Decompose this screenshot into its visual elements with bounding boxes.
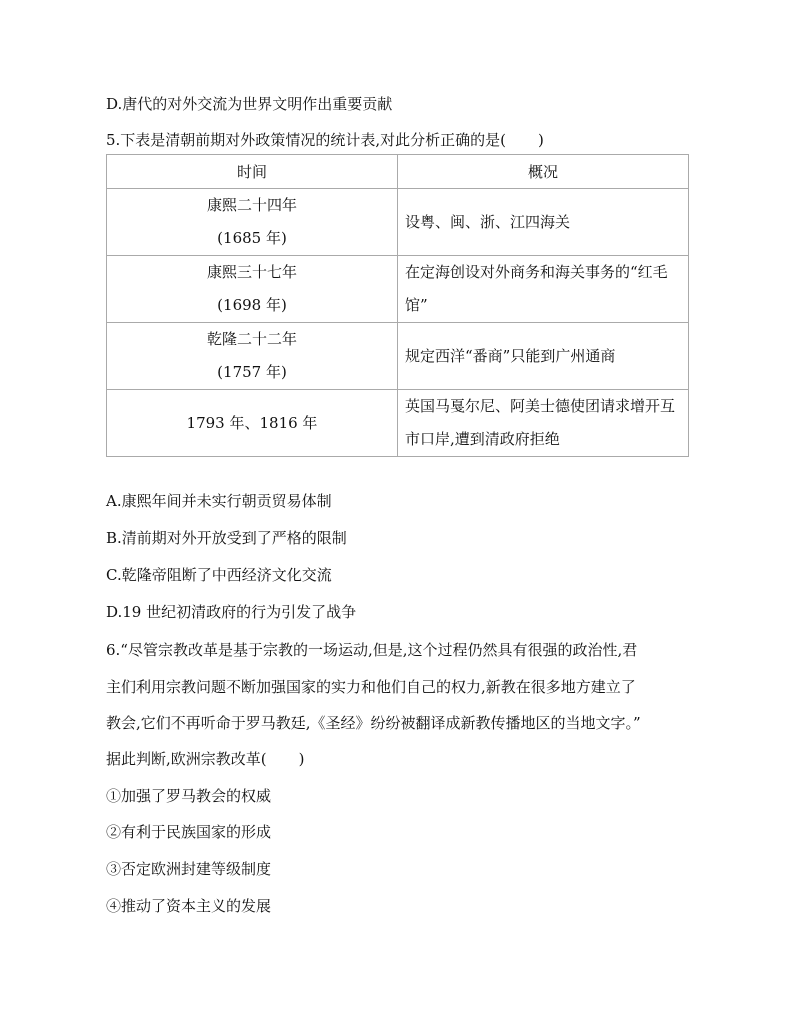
question-5-stem-paren-close: ) [537, 131, 544, 149]
statement-1: ①加强了罗马教会的权威 [106, 787, 272, 805]
statement-2: ②有利于民族国家的形成 [106, 823, 272, 841]
row-time-line2: (1698 年) [217, 296, 287, 314]
row-time: 1793 年、1816 年 [107, 390, 398, 457]
row-time [107, 323, 398, 390]
row-time-line1: 康熙三十七年 [206, 263, 297, 281]
question-5-stem-text: 5.下表是清朝前期对外政策情况的统计表,对此分析正确的是( [106, 131, 506, 149]
policy-table [106, 154, 689, 457]
question-5-stem [106, 130, 544, 150]
question-6-stem-line2: 主们利用宗教问题不断加强国家的实力和他们自己的权力,新教在很多地方建立了 [106, 678, 636, 696]
previous-option-d: D.唐代的对外交流为世界文明作出重要贡献 [106, 95, 393, 113]
question-6-ask [106, 749, 304, 769]
row-description: 规定西洋“番商”只能到广州通商 [398, 323, 689, 390]
row-time [107, 256, 398, 323]
row-time-line2: (1685 年) [217, 229, 287, 247]
row-description: 在定海创设对外商务和海关事务的“红毛馆” [398, 256, 689, 323]
row-time [107, 189, 398, 256]
question-6-ask-paren-close: ) [298, 750, 305, 768]
table-row [107, 323, 689, 390]
question-6-stem-line3: 教会,它们不再听命于罗马教廷,《圣经》纷纷被翻译成新教传播地区的当地文字。” [106, 714, 641, 732]
table-header-row [107, 155, 689, 189]
option-a: A.康熙年间并未实行朝贡贸易体制 [106, 492, 332, 510]
table-row [107, 189, 689, 256]
row-description: 设粤、闽、浙、江四海关 [398, 189, 689, 256]
statement-3: ③否定欧洲封建等级制度 [106, 860, 272, 878]
option-d: D.19 世纪初清政府的行为引发了战争 [106, 603, 357, 621]
row-time-line1: 康熙二十四年 [206, 196, 297, 214]
header-overview: 概况 [398, 155, 689, 189]
option-c: C.乾隆帝阻断了中西经济文化交流 [106, 566, 332, 584]
row-time-line2: (1757 年) [217, 363, 287, 381]
header-time: 时间 [107, 155, 398, 189]
question-6-ask-text: 据此判断,欧洲宗教改革( [106, 750, 267, 768]
table-row [107, 390, 689, 457]
table-row [107, 256, 689, 323]
question-6-stem-line1: 6.“尽管宗教改革是基于宗教的一场运动,但是,这个过程仍然具有很强的政治性,君 [106, 641, 638, 659]
row-time-line1: 乾隆二十二年 [206, 330, 297, 348]
option-b: B.清前期对外开放受到了严格的限制 [106, 529, 347, 547]
row-description: 英国马戛尔尼、阿美士德使团请求增开互市口岸,遭到清政府拒绝 [398, 390, 689, 457]
statement-4: ④推动了资本主义的发展 [106, 897, 272, 915]
